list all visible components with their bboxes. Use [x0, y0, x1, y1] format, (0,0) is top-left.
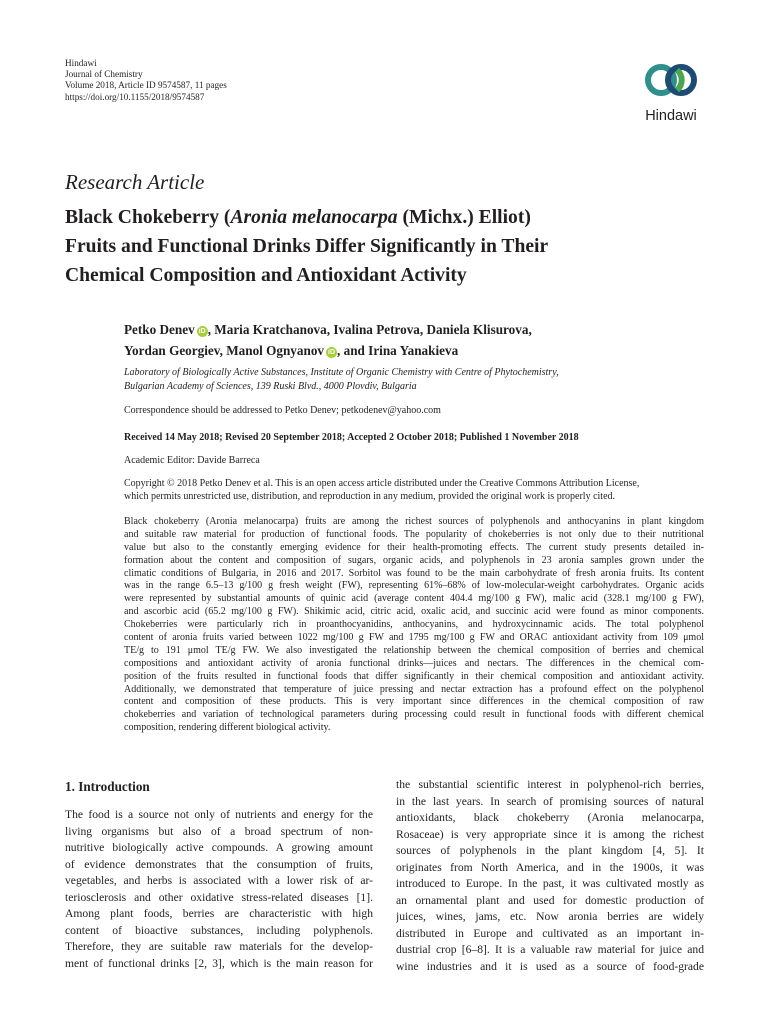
article-title [65, 203, 695, 290]
text-line: wine industries and it is used as a source of food-grade [396, 960, 704, 974]
affiliation-line: Bulgarian Academy of Sciences, 139 Ruski Blvd., 4000 Plovdiv, Bulgaria [124, 380, 417, 392]
text-line: compositions and antioxidant activity of aronia functional drinks—juices and nectars. The differences in the chemical com- [124, 657, 704, 669]
text-line: The food is a source not only of nutrients and energy for the [65, 808, 373, 821]
text-line: in the last years. In search of promising sources of natural [396, 794, 704, 808]
text-line: and suitable raw material for production of functional foods. The popularity of chokeberries is not only due to their nutritional [124, 528, 704, 540]
text-line: content and composition of these products. This is very important since differences in the chemical composition of raw [124, 696, 704, 708]
abstract [124, 516, 704, 735]
text-line: introduced to Europe. In the past, it was cultivated mostly as [396, 877, 704, 891]
text-line: and ascorbic acid (65.2 mg/100 g FW). Shikimic acid, citric acid, oxalic acid, and succinic acid were found as minor components. [124, 606, 704, 618]
author-list [124, 319, 684, 361]
publisher-name: Hindawi [65, 58, 97, 68]
text-line: climatic conditions of Bulgaria, in 2016 and 2017. Sorbitol was found to be the main carbohydrate of fresh aronia fruits. Its content [124, 567, 704, 579]
logo-wordmark: Hindawi [645, 108, 697, 124]
text-line: living organisms but also of a broad spectrum of non- [65, 824, 373, 838]
correspondence-note: Correspondence should be addressed to Petko Denev; petkodenev@yahoo.com [124, 405, 441, 416]
journal-meta [65, 58, 227, 103]
text-line: dustrial crop [6–8]. It is a valuable raw material for juice and [396, 943, 704, 957]
text-line: an ornamental plant and used for domestic production of [396, 893, 704, 907]
orcid-icon[interactable]: iD [198, 328, 206, 335]
orcid-icon[interactable]: iD [328, 349, 336, 356]
text-line: formation about the content and composition of sugars, organic acids, and polyphenols in 23 aronia samples grown under the [124, 554, 704, 566]
body-column-left [65, 807, 373, 972]
author-name-first[interactable]: Petko Denev [124, 322, 195, 337]
text-line: Black chokeberry (Aronia melanocarpa) fruits are among the richest sources of polyphenols and anthocyanins in plant kingdom [124, 516, 704, 527]
copyright-notice [124, 477, 704, 503]
text-line: antioxidants, black chokeberry (Aronia melanocarpa, [396, 811, 704, 825]
journal-name: Journal of Chemistry [65, 69, 143, 80]
text-line: Chokeberries were particularly rich in proanthocyanidins, anthocyanins, and hydroxycinnamic acids. The total polyphenol [124, 619, 704, 631]
publication-dates: Received 14 May 2018; Revised 20 September 2018; Accepted 2 October 2018; Published 1 November 2018 [124, 432, 579, 443]
text-line: teriosclerosis and other oxidative stress-related diseases [1]. [65, 890, 373, 904]
copyright-line: Copyright © 2018 Petko Denev et al. This is an open access article distributed under the Creative Commons Attribution License, [124, 478, 640, 489]
text-line: Rosaceae) is very appropriate since it is among the richest [396, 827, 704, 841]
text-line: TE/g to 191 μmol TE/g FW. We also investigated the relationship between the chemical composition of berries and chemical [124, 644, 704, 656]
text-line: Additionally, we demonstrated that temperature of juice pressing and nectar extraction has a profound effect on the polyphenol [124, 683, 704, 695]
title-line-2: Fruits and Functional Drinks Differ Significantly in Their [65, 236, 549, 257]
text-line: was in the range 6.5–13 g/100 g fresh weight (FW), representing 61%–68% of low-molecular-weight carbohydrates. Organic acids [124, 580, 704, 592]
text-line: vegetables, and herbs is associated with a lower risk of ar- [65, 874, 373, 888]
affiliation-line: Laboratory of Biologically Active Substances, Institute of Organic Chemistry with Centre of Phytochemistry, [124, 367, 559, 378]
text-line: chokeberries and variation of technological parameters during processing could result in functional foods with different chemical [124, 709, 704, 721]
text-line: originates from North America, and in the 1900s, it was [396, 860, 704, 874]
text-line: content of aronia fruits varied between 1022 mg/100 g FW and 1795 mg/100 g FW and ORAC antioxidant activity from 109 μmol [124, 632, 704, 644]
author-line-2: Yordan Georgiev, Manol Ognyanov iD , and Irina Yanakieva [124, 343, 459, 358]
text-line: sources of polyphenols in the plant kingdom [4, 5]. It [396, 844, 704, 858]
text-line: were represented by substantial amounts of quinic acid (average content 404.4 mg/100 g FW), malic acid (328.1 mg/100 g FW), [124, 593, 704, 605]
section-heading-introduction: 1. Introduction [65, 779, 150, 794]
text-line: Therefore, they are suitable raw materials for the develop- [65, 940, 373, 954]
doi-link[interactable]: https://doi.org/10.1155/2018/9574587 [65, 91, 205, 102]
text-line: nutritive biologically active compounds. A growing amount [65, 841, 373, 855]
text-line: juices, wines, jams, etc. Now aronia berries are widely [396, 910, 704, 924]
text-line: position of the fruits resulted in functional foods that differ significantly in their chemical composition and antioxidant activity. [124, 670, 704, 682]
academic-editor: Academic Editor: Davide Barreca [124, 455, 260, 466]
text-line: content of bioactive substances, including polyphenols. [65, 923, 373, 937]
body-column-right [396, 777, 704, 976]
text-line: Among plant foods, berries are characteristic with high [65, 907, 373, 921]
title-line-3: Chemical Composition and Antioxidant Activity [65, 265, 467, 286]
author-line-1: Petko Denev iD , Maria Kratchanova, Ivalina Petrova, Daniela Klisurova, [124, 322, 532, 337]
title-line-1: Black Chokeberry (Aronia melanocarpa (Michx.) Elliot) [65, 207, 531, 228]
copyright-line: which permits unrestricted use, distribution, and reproduction in any medium, provided the original work is properly cited. [124, 491, 616, 502]
article-type: Research Article [65, 170, 205, 194]
text-line: composition, rendering different biological activity. [124, 722, 331, 734]
text-line: value but also to the constantly emerging evidence for their health-promoting effects. The current study presents detailed in- [124, 541, 704, 553]
affiliation [124, 366, 559, 393]
text-line: ment of functional drinks [2, 3], which is the main reason for [65, 956, 373, 970]
hindawi-logo [632, 60, 710, 132]
text-line: of evidence demonstrates that the consumption of fruits, [65, 857, 373, 871]
volume-info: Volume 2018, Article ID 9574587, 11 pages [65, 80, 227, 91]
hindawi-rings-icon [643, 60, 699, 104]
text-line: distributed in Europe and cultivated as an important in- [396, 926, 704, 940]
text-line: the substantial scientific interest in polyphenol-rich berries, [396, 778, 704, 791]
